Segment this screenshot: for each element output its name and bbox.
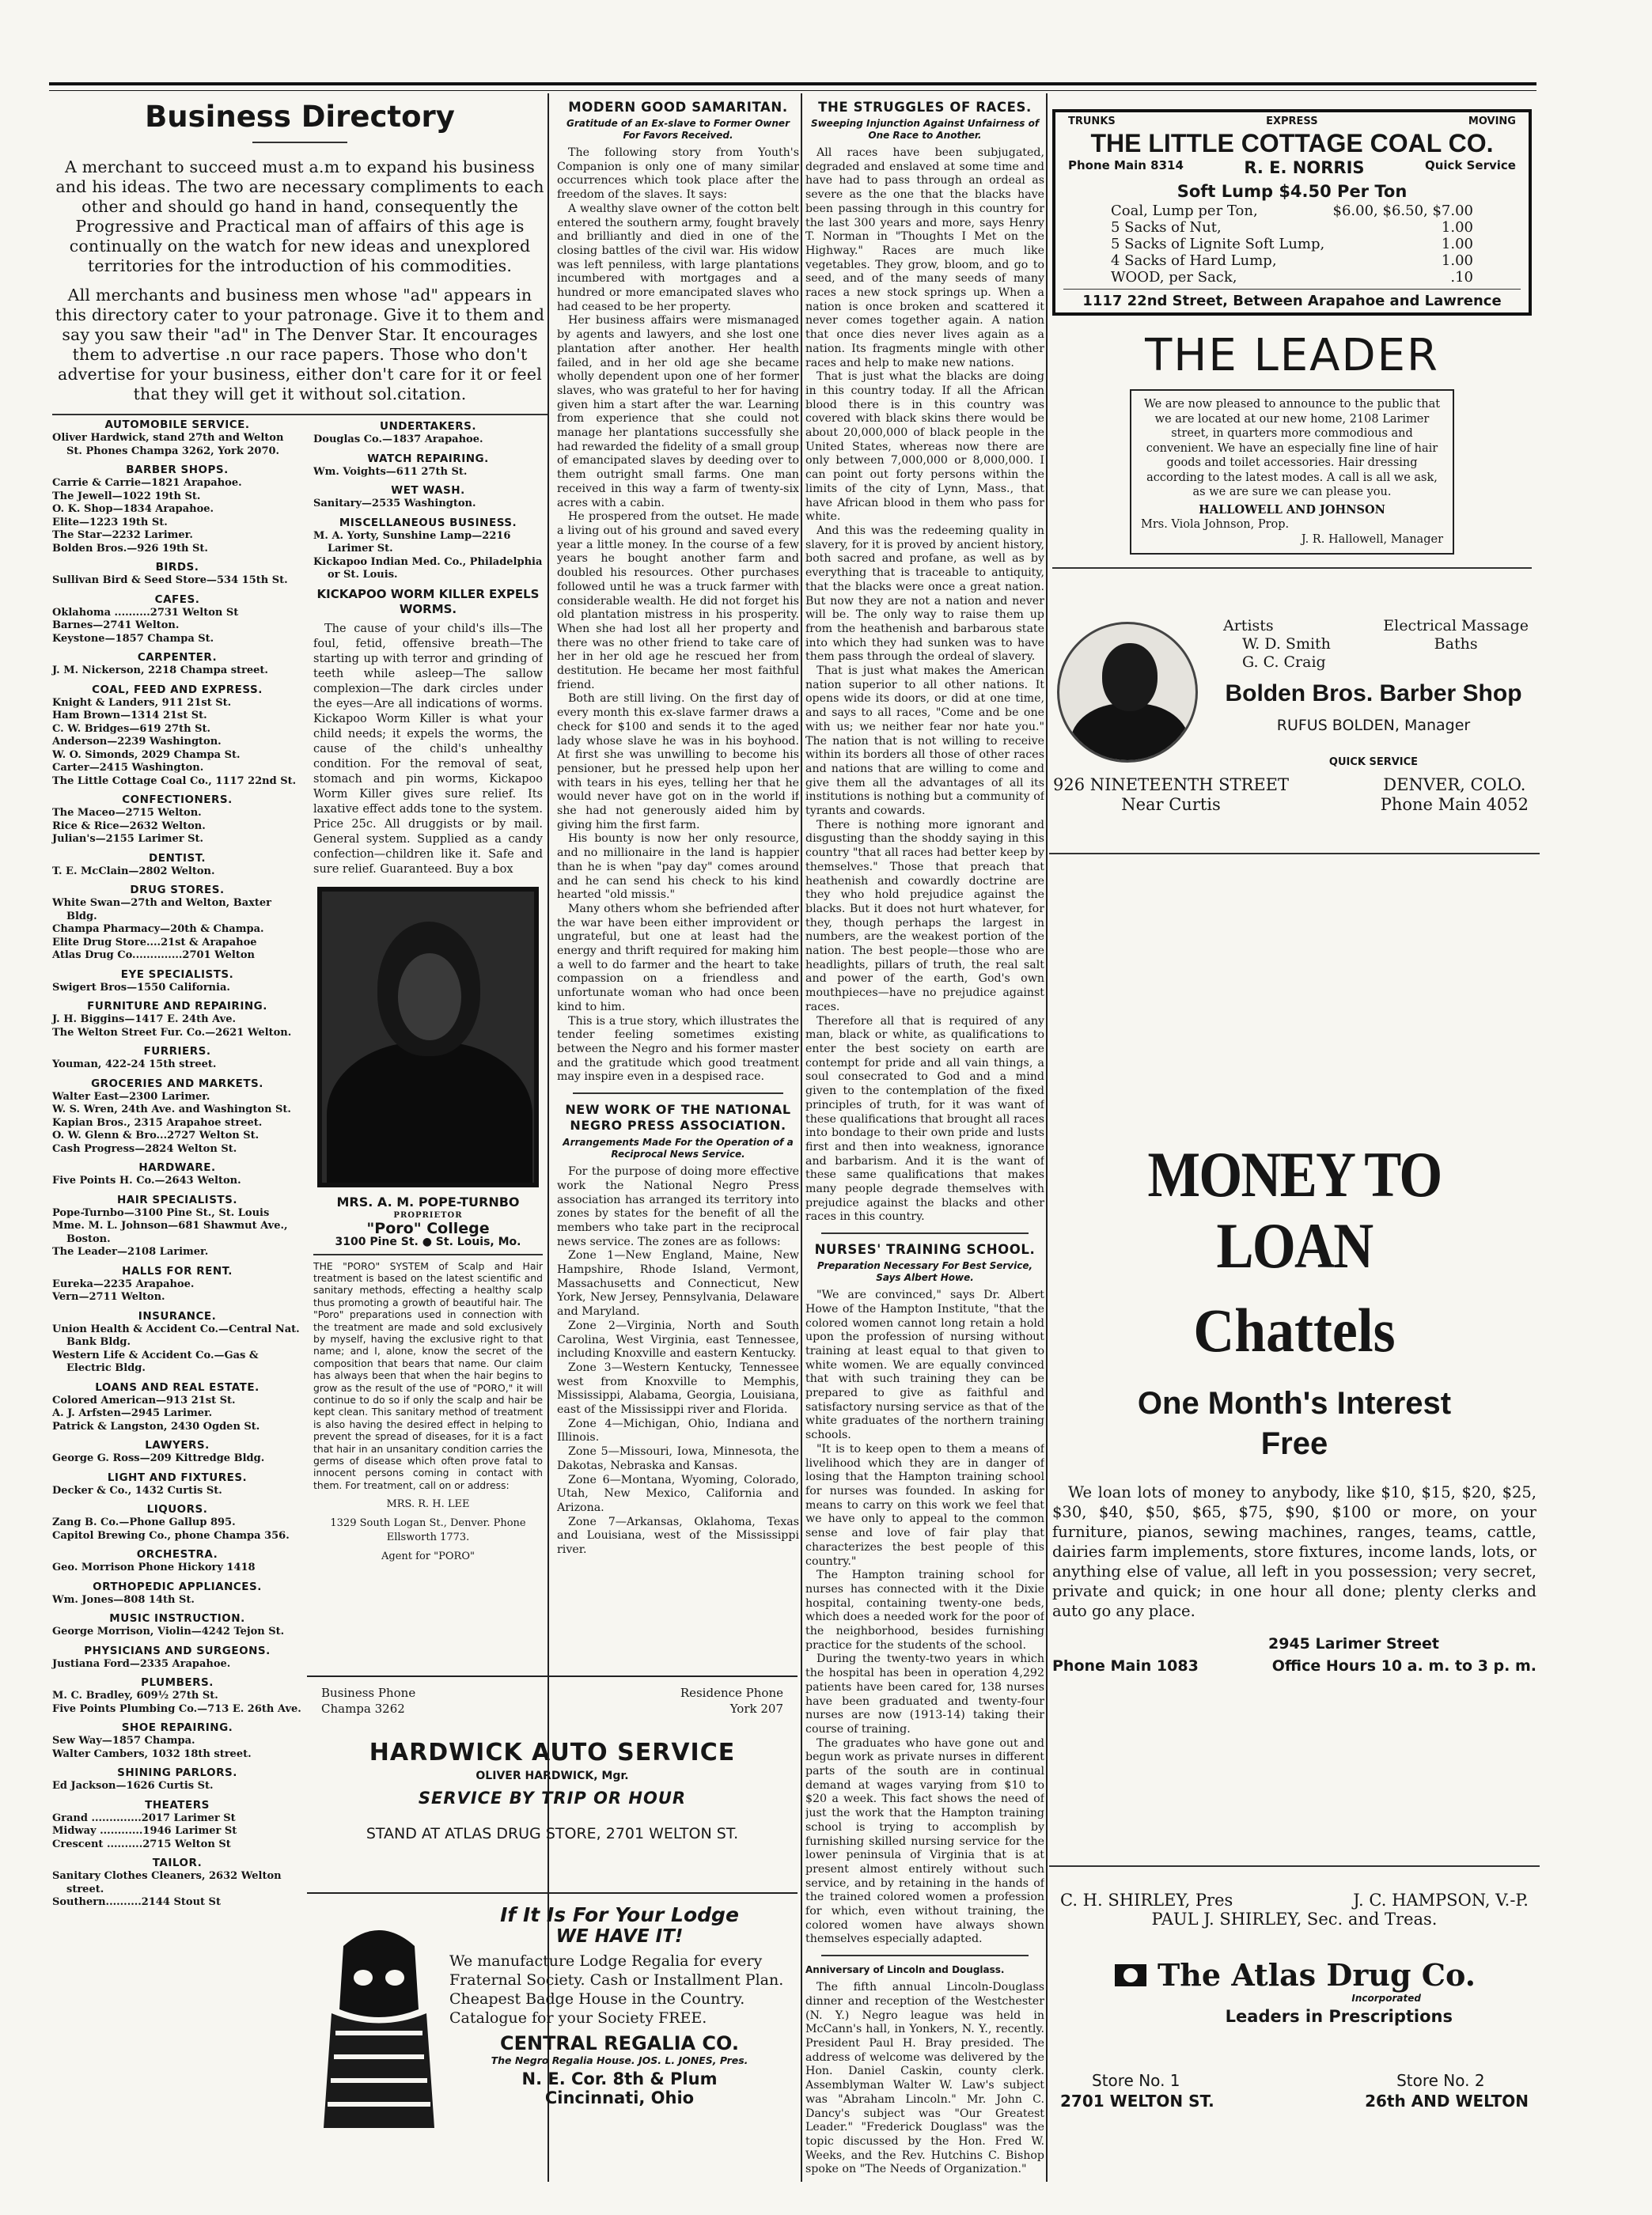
directory-entry: Ed Jackson—1626 Curtis St. bbox=[52, 1780, 214, 1792]
money-loan-ad bbox=[1052, 1139, 1536, 1675]
article-paragraph: That is just what the blacks are doing in this country today. If all the African blood there is in this country was covered with black skins there would be about 20,000,000 of black people in the United States, whereas now there are only between 7,000,000 or 8,000,000. I can point out forty persons within the limits of the city of Lynn, Mass., that have African blood in them who pass for white. bbox=[805, 370, 1044, 524]
article-paragraph: The graduates who have gone out and begun work as private nurses in different parts of the south are in continual demand at wages varying from $10 to $20 a week. This fact shows the need of just the work that the Hampton training school is trying to accomplish by furnishing skilled nursing service for the lower peninsula of Virginia that is at present almost entirely without such service, and by retaining in the hands of the trained colored women a profession for which, even without training, the colored women have always shown themselves especially adapted. bbox=[805, 1736, 1044, 1946]
poro-body: THE "PORO" SYSTEM of Scalp and Hair treatment is based on the latest scientific and sanitary methods, effecting a healthy scalp thus promoting a growth of beautiful hair. The "Poro" preparations used in connection with the treatment are made and sold exclusively by myself, having the exclusive right to that name; and I, alone, know the secret of the composition that bears that name. Our claim has always been that when the hair begins to grow as the result of the use of "PORO," it will continue to do so if only the scalp and hair be kept clean. This sanitary method of treatment is also having the desired effect in helping to prevent the spread of diseases, for it is a fact that hair in an unsanitary condition carries the germs of disease which often prove fatal to innocent persons coming in contact with them. For treatment, call on or address: bbox=[313, 1259, 543, 1491]
directory-category: ORTHOPEDIC APPLIANCES. bbox=[93, 1580, 262, 1593]
atlas-globe-icon bbox=[1113, 1961, 1151, 1990]
article-paragraph: The following story from Youth's Companion is only one of many similar occurrences which took place after the freedom of the slaves. It says: bbox=[557, 146, 799, 202]
directory-entry: Sullivan Bird & Seed Store—534 15th St. bbox=[52, 574, 288, 586]
atlas-stores bbox=[1049, 2070, 1540, 2111]
coal-item-label: 4 Sacks of Hard Lump, bbox=[1111, 252, 1277, 269]
coal-quick: Quick Service bbox=[1424, 158, 1516, 172]
article-paragraph: "We are convinced," says Dr. Albert Howe of the Hampton Institute, "that the colored women cannot long retain a hold upon the profession of nursing without training at least equal to that given to white women. We are equally convinced that with such training they can be prepared to give as faithful and satisfactory nursing service as that of the white graduates of the northern training schools. bbox=[805, 1289, 1044, 1442]
directory-category: WATCH REPAIRING. bbox=[367, 452, 489, 465]
directory-entry: Justiana Ford—2335 Arapahoe. bbox=[52, 1657, 231, 1670]
directory-entry: Ham Brown—1314 21st St. bbox=[52, 710, 207, 721]
poro-address: 3100 Pine St. ● St. Louis, Mo. bbox=[335, 1235, 521, 1248]
directory-entry: The Star—2232 Larimer. bbox=[52, 529, 193, 541]
article-paragraph: Zone 5—Missouri, Iowa, Minnesota, the Dakotas, Nebraska and Kansas. bbox=[557, 1445, 799, 1472]
directory-category: WET WASH. bbox=[391, 484, 465, 497]
directory-entry: Southern..........2144 Stout St bbox=[52, 1896, 221, 1908]
directory-entry: M. C. Bradley, 609½ 27th St. bbox=[52, 1690, 218, 1702]
directory-entry: Pope-Turnbo—3100 Pine St., St. Louis bbox=[52, 1206, 270, 1219]
directory-entry: White Swan—27th and Welton, Baxter Bldg. bbox=[52, 897, 272, 922]
directory-entry: Rice & Rice—2632 Welton. bbox=[52, 820, 206, 832]
coal-express: EXPRESS bbox=[1266, 115, 1318, 127]
atlas-name-row bbox=[1049, 1957, 1540, 1993]
divider bbox=[821, 1232, 1029, 1234]
directory-entry: Sew Way—1857 Champa. bbox=[52, 1735, 195, 1747]
atlas-drug-ad bbox=[1049, 1883, 1540, 2144]
coal-price-row bbox=[1111, 219, 1473, 236]
directory-category: LIGHT AND FIXTURES. bbox=[107, 1471, 248, 1484]
directory-category: FURRIERS. bbox=[143, 1045, 211, 1058]
directory-entry: The Jewell—1022 19th St. bbox=[52, 490, 201, 502]
coal-item-label: 5 Sacks of Nut, bbox=[1111, 219, 1222, 236]
lincoln-body: The fifth annual Lincoln-Douglass dinner and reception of the Westchester (N. Y.) Negro league was held in McCann's hall, in Yonkers, N. Y., recently. President Paul H. Bray presided. The address of welcome was delivered by the Hon. Daniel Caskin, county clerk. Assemblyman Walter W. Law's subject was "Abraham Lincoln." Mr. John C. Dancy's subject was "Our Greatest Leader." "Frederick Douglass" was the topic discussed by the Hon. Fred W. Weeks, and the Rev. Hutchins C. Bishop spoke on "The Needs of Organization." bbox=[805, 1981, 1044, 2176]
directory-category: COAL, FEED AND EXPRESS. bbox=[92, 683, 263, 696]
agent-address: 1329 South Logan St., Denver. Phone Ellsworth 1773. bbox=[330, 1517, 526, 1544]
atlas-name: The Atlas Drug Co. bbox=[1158, 1957, 1476, 1993]
directory-entry: The Maceo—2715 Welton. bbox=[52, 807, 202, 819]
article-paragraph: Many others whom she befriended after the war have been either improvident or ungrateful, but one at least had the energy and thrift required for making him a well to do farmer and the heart to take compassion on a friendless and unfortunate woman who had once been kind to him. bbox=[557, 902, 799, 1013]
directory-entry: W. S. Wren, 24th Ave. and Washington St. bbox=[52, 1104, 291, 1115]
store-address: 26th AND WELTON bbox=[1365, 2092, 1529, 2111]
bolden-name: Bolden Bros. Barber Shop bbox=[1225, 680, 1522, 706]
article-paragraph: The Hampton training school for nurses has connected with it the Dixie hospital, containing twenty-one beds, which does a needed work for the poor of the neighborhood, besides furnishing practice for the students of the school. bbox=[805, 1569, 1044, 1652]
directory-category: UNDERTAKERS. bbox=[379, 420, 476, 433]
loan-free: Free bbox=[1260, 1426, 1328, 1461]
top-rule bbox=[49, 82, 1536, 85]
directory-category: BIRDS. bbox=[155, 561, 199, 574]
store-address: 2701 WELTON ST. bbox=[1060, 2092, 1214, 2111]
directory-category: FURNITURE AND REPAIRING. bbox=[87, 1000, 267, 1013]
bolden-city-block bbox=[1381, 775, 1529, 815]
coal-services bbox=[1063, 115, 1521, 127]
directory-entry: Union Health & Accident Co.—Central Nat. Bank Bldg. bbox=[52, 1323, 300, 1348]
coal-item-label: Coal, Lump per Ton, bbox=[1111, 203, 1258, 219]
coal-owner: R. E. NORRIS bbox=[1244, 158, 1365, 177]
directory-category: GROCERIES AND MARKETS. bbox=[91, 1077, 263, 1090]
atlas-leaders: Leaders in Prescriptions bbox=[1225, 2007, 1453, 2026]
directory-entry: Grand ..............2017 Larimer St bbox=[52, 1812, 236, 1824]
article-paragraph: There is nothing more ignorant and disgusting than the shoddy saying in this country "that all races had better keep by themselves." Those that preach that heathenish and cowardly doctrine are they who hold prejudice against the blacks. But it does not hurt whatever, for they, though perhaps the largest in numbers, are the weakest portion of the nation. The best people—those who are headlights, pillars of truth, the real salt and power of the earth, God's own mouthpieces—have no prejudice against races. bbox=[805, 818, 1044, 1013]
artists-label: Artists bbox=[1223, 617, 1274, 634]
bolden-street-block bbox=[1052, 775, 1290, 815]
directory-category: CAFES. bbox=[154, 593, 200, 606]
store-number: Store No. 1 bbox=[1092, 2071, 1180, 2090]
leader-ad bbox=[1130, 389, 1454, 555]
portrait-shoulders bbox=[327, 1042, 532, 1187]
directory-category: AUTOMOBILE SERVICE. bbox=[104, 418, 250, 431]
directory-entry: W. O. Simonds, 2029 Champa St. bbox=[52, 748, 241, 761]
loan-phone: Phone Main 1083 bbox=[1052, 1657, 1199, 1675]
coal-price-row bbox=[1111, 269, 1473, 286]
coal-price-list bbox=[1063, 201, 1521, 289]
residence-phone: York 207 bbox=[729, 1702, 783, 1716]
bolden-street: 926 NINETEENTH STREET bbox=[1052, 775, 1290, 794]
leader-title: THE LEADER bbox=[1145, 330, 1439, 381]
leader-proprietors: HALLOWELL AND JOHNSON bbox=[1199, 502, 1385, 517]
directory-entry: Barnes—2741 Welton. bbox=[52, 619, 180, 631]
business-phone-label: Business Phone bbox=[321, 1686, 416, 1700]
directory-entry: Wm. Jones—808 14th St. bbox=[52, 1593, 195, 1606]
directory-entry: Wm. Voights—611 27th St. bbox=[313, 465, 468, 478]
massage-label: Electrical Massage bbox=[1383, 617, 1529, 634]
poro-college: "Poro" College bbox=[366, 1219, 490, 1237]
coal-item-label: WOOD, per Sack, bbox=[1111, 269, 1237, 286]
loan-body: We loan lots of money to anybody, like $10, $15, $20, $25, $30, $40, $50, $65, $75, $90, $100 or more, on your furniture, pianos, sewing machines, ranges, teams, cattle, dairies farm implements, store fixtures, income lands, lots, or anything else of value, all left in you possession; very secret, private and quick; in one hour all done; plenty clerks and auto go any place. bbox=[1052, 1483, 1536, 1620]
coal-item-price: 1.00 bbox=[1441, 219, 1473, 236]
directory-entry: Eureka—2235 Arapahoe. bbox=[52, 1278, 195, 1290]
business-directory-header bbox=[52, 93, 548, 423]
baths-label: Baths bbox=[1434, 635, 1478, 653]
residence-phone-block bbox=[680, 1685, 783, 1717]
directory-entry: Julian's—2155 Larimer St. bbox=[52, 833, 204, 845]
directory-entry: J. M. Nickerson, 2218 Champa street. bbox=[52, 664, 268, 676]
bolden-quick: QUICK SERVICE bbox=[1328, 756, 1419, 768]
agent-name: MRS. R. H. LEE bbox=[386, 1498, 470, 1511]
article-paragraph: Zone 1—New England, Maine, New Hampshire, Rhode Island, Vermont, Massachusetts and Connecticut, New York, New Jersey, Pennsylvania, Delaware and Maryland. bbox=[557, 1249, 799, 1319]
lodge-mask-icon bbox=[320, 1914, 438, 2144]
divider bbox=[1052, 567, 1532, 569]
article-paragraph: A wealthy slave owner of the cotton belt entered the southern army, fought bravely and brilliantly and died in one of the closing battles of the civil war. His widow was left penniless, with large plantations incumbered with mortgages and a hundred or more emancipated slaves who had ceased to be her property. bbox=[557, 202, 799, 313]
portrait-head bbox=[1102, 643, 1158, 711]
coal-item-price: 1.00 bbox=[1441, 236, 1473, 252]
article-paragraph: Both are still living. On the first day of every month this ex-slave farmer draws a check for $100 and sends it to the aged lady whose slave he was in his boyhood. At first she was unwilling to become his pensioner, but he pressed help upon her with tears in his eyes, telling her that he would never have got on in the world if she had not generously aided him by giving him the first farm. bbox=[557, 692, 799, 831]
directory-entry: Patrick & Langston, 2430 Ogden St. bbox=[52, 1420, 260, 1433]
artist-name: W. D. Smith bbox=[1242, 635, 1331, 653]
business-phone-block bbox=[321, 1685, 415, 1717]
residence-phone-label: Residence Phone bbox=[680, 1686, 783, 1700]
directory-category: MUSIC INSTRUCTION. bbox=[109, 1612, 245, 1625]
directory-entry: George Morrison, Violin—4242 Tejon St. bbox=[52, 1626, 285, 1638]
directory-entry: C. W. Bridges—619 27th St. bbox=[52, 722, 210, 735]
directory-entry: Walter East—2300 Larimer. bbox=[52, 1090, 210, 1103]
poro-ad bbox=[313, 1195, 543, 1249]
coal-ad bbox=[1052, 109, 1532, 316]
directory-entry: Champa Pharmacy—20th & Champa. bbox=[52, 923, 264, 935]
directory-entry: Five Points H. Co.—2643 Welton. bbox=[52, 1175, 241, 1187]
bolden-artists bbox=[1223, 617, 1331, 672]
article-paragraph: And this was the redeeming quality in slavery, for it is proved by ancient history, both sacred and profane, as well as by everything that is traceable to antiquity, that the blacks were once a great nation. But now they are not a nation and never will be. The only way to raise them up from the heathenish and barbarous state into which they had sunken was to have them pass through the ordeal of slavery. bbox=[805, 524, 1044, 664]
regalia-line1: If It Is For Your Lodge bbox=[500, 1903, 739, 1926]
directory-entry: Bolden Bros.—926 19th St. bbox=[52, 542, 208, 555]
directory-entry: Swigert Bros—1550 California. bbox=[52, 981, 230, 994]
races-title: THE STRUGGLES OF RACES. bbox=[818, 100, 1032, 115]
bolden-manager: RUFUS BOLDEN, Manager bbox=[1276, 717, 1471, 734]
regalia-ad bbox=[307, 1897, 798, 2158]
store-number: Store No. 2 bbox=[1396, 2071, 1485, 2090]
samaritan-column bbox=[557, 95, 799, 1558]
directory-entry: Mme. M. L. Johnson—681 Shawmut Ave., Boston. bbox=[52, 1220, 288, 1245]
press-subtitle: Arrangements Made For the Operation of a Reciprocal News Service. bbox=[563, 1137, 794, 1161]
bolden-near: Near Curtis bbox=[1121, 795, 1221, 814]
coal-item-label: 5 Sacks of Lignite Soft Lump, bbox=[1111, 236, 1325, 252]
bolden-massage bbox=[1383, 617, 1529, 653]
coal-contact bbox=[1063, 158, 1521, 177]
atlas-vp: J. C. HAMPSON, V.-P. bbox=[1353, 1891, 1529, 1910]
directory-entry: T. E. McClain—2802 Welton. bbox=[52, 865, 215, 877]
intro-paragraph: A merchant to succeed must a.m to expand his business and his ideas. The two are necessary compliments to each other and should go hand in hand, consequently the Progressive and Practical man of affairs of this age is continually on the watch for new ideas and unexplored territories for the introduction of his commodities. bbox=[55, 157, 544, 275]
hardwick-auto-ad bbox=[307, 1675, 798, 1894]
regalia-city: Cincinnati, Ohio bbox=[544, 2088, 695, 2107]
directory-entry: A. J. Arfsten—2945 Larimer. bbox=[52, 1407, 213, 1419]
nurses-body bbox=[805, 1289, 1044, 1947]
directory-entry: Anderson—2239 Washington. bbox=[52, 736, 222, 748]
atlas-store-1 bbox=[1060, 2070, 1214, 2111]
loan-footer bbox=[1052, 1657, 1536, 1675]
directory-entry: Walter Cambers, 1032 18th street. bbox=[52, 1747, 252, 1760]
directory-category: CARPENTER. bbox=[137, 651, 218, 664]
directory-entry: Keystone—1857 Champa St. bbox=[52, 632, 214, 645]
divider bbox=[573, 1092, 783, 1094]
article-paragraph: That is just what makes the American nation superior to all other nations. It opens wide its doors, or did at one time, and says to all races, "Come and be one with us; we neither fear nor hate you." The nation that is not willing to receive within its borders all those of other races and nations that are willing to come and give them all the advantages of all its institutions is nothing but a community of tyrants and cowards. bbox=[805, 664, 1044, 818]
regalia-house: The Negro Regalia House. JOS. L. JONES, Pres. bbox=[491, 2054, 748, 2066]
directory-entry: Colored American—913 21st St. bbox=[52, 1394, 236, 1407]
directory-category: HAIR SPECIALISTS. bbox=[117, 1193, 237, 1206]
directory-category: CONFECTIONERS. bbox=[122, 793, 233, 806]
directory-entry: O. W. Glenn & Bro...2727 Welton St. bbox=[52, 1130, 260, 1142]
directory-entry: Douglas Co.—1837 Arapahoe. bbox=[313, 434, 483, 445]
portrait-body bbox=[1070, 703, 1189, 763]
directory-category: THEATERS bbox=[145, 1798, 210, 1812]
directory-category: LAWYERS. bbox=[145, 1439, 210, 1452]
coal-phone: Phone Main 8314 bbox=[1068, 158, 1184, 172]
poro-portrait-photo bbox=[317, 887, 539, 1187]
directory-category: TAILOR. bbox=[152, 1857, 203, 1869]
directory-entry: Decker & Co., 1432 Curtis St. bbox=[52, 1484, 222, 1497]
coal-trunks: TRUNKS bbox=[1068, 115, 1116, 127]
directory-entry: George G. Ross—209 Kittredge Bldg. bbox=[52, 1452, 265, 1464]
directory-listing-right bbox=[313, 415, 543, 1564]
poro-agent bbox=[313, 1497, 543, 1564]
directory-category: SHINING PARLORS. bbox=[117, 1766, 237, 1779]
atlas-inc: Incorporated bbox=[1351, 1993, 1421, 2004]
samaritan-subtitle: Gratitude of an Ex-slave to Former Owner For Favors Received. bbox=[566, 118, 790, 141]
directory-entry: M. A. Yorty, Sunshine Lamp—2216 Larimer St. bbox=[313, 529, 511, 555]
directory-entry: Carter—2415 Washington. bbox=[52, 762, 204, 774]
directory-entry: Sanitary Clothes Cleaners, 2632 Welton street. bbox=[52, 1870, 282, 1895]
divider bbox=[1049, 1865, 1540, 1867]
directory-entry: Capitol Brewing Co., phone Champa 356. bbox=[52, 1529, 290, 1542]
regalia-text bbox=[449, 1903, 790, 2107]
directory-entry: Cash Progress—2824 Welton St. bbox=[52, 1142, 237, 1155]
atlas-sec: PAUL J. SHIRLEY, Sec. and Treas. bbox=[1151, 1910, 1438, 1929]
samaritan-title: MODERN GOOD SAMARITAN. bbox=[568, 100, 788, 115]
directory-entry: The Leader—2108 Larimer. bbox=[52, 1246, 209, 1258]
lincoln-title: Anniversary of Lincoln and Douglass. bbox=[805, 1964, 1005, 1976]
directory-category: PLUMBERS. bbox=[141, 1676, 214, 1689]
directory-category: DENTIST. bbox=[149, 851, 206, 865]
directory-entry: Knight & Landers, 911 21st St. bbox=[52, 696, 232, 709]
kickapoo-heading: KICKAPOO WORM KILLER EXPELS WORMS. bbox=[316, 586, 540, 616]
directory-category: INSURANCE. bbox=[138, 1309, 217, 1323]
directory-category: LOANS AND REAL ESTATE. bbox=[95, 1380, 260, 1394]
directory-entry: Vern—2711 Welton. bbox=[52, 1291, 165, 1303]
atlas-pres: C. H. SHIRLEY, Pres bbox=[1060, 1891, 1233, 1910]
atlas-officers bbox=[1049, 1883, 1540, 1910]
business-phone: Champa 3262 bbox=[321, 1702, 405, 1716]
article-paragraph: His bounty is now her only resource, and no millionaire in the land is happier than he is when "pay day" comes around and he can send his check to his kind hearted "old missis." bbox=[557, 832, 799, 902]
directory-title: Business Directory bbox=[145, 100, 455, 134]
directory-entry: Midway ............1946 Larimer St bbox=[52, 1825, 237, 1837]
ads-column bbox=[1052, 100, 1532, 569]
hardwick-stand: STAND AT ATLAS DRUG STORE, 2701 WELTON ST. bbox=[366, 1825, 739, 1842]
directory-entry: Western Life & Accident Co.—Gas & Electric Bldg. bbox=[52, 1349, 259, 1374]
bolden-phone: Phone Main 4052 bbox=[1380, 795, 1529, 814]
coal-price-row bbox=[1111, 236, 1473, 252]
directory-entry: Kapian Bros., 2315 Arapahoe street. bbox=[52, 1116, 263, 1129]
column-rule bbox=[801, 93, 802, 2182]
directory-category: DRUG STORES. bbox=[130, 884, 225, 896]
directory-entry: Sanitary—2535 Washington. bbox=[313, 498, 476, 509]
directory-entry: Kickapoo Indian Med. Co., Philadelphia or St. Louis. bbox=[313, 555, 543, 581]
coal-name: THE LITTLE COTTAGE COAL CO. bbox=[1090, 129, 1494, 157]
title-rule bbox=[252, 142, 347, 143]
coal-price-row bbox=[1111, 252, 1473, 269]
article-paragraph: Zone 6—Montana, Wyoming, Colorado, Utah, New Mexico, California and Arizona. bbox=[557, 1473, 799, 1514]
poro-proprietor: PROPRIETOR bbox=[393, 1210, 463, 1220]
directory-right-sections bbox=[313, 420, 543, 582]
regalia-line2: WE HAVE IT! bbox=[555, 1926, 684, 1947]
regalia-corner: N. E. Cor. 8th & Plum bbox=[521, 2069, 718, 2088]
divider bbox=[313, 1254, 543, 1255]
directory-entry: Five Points Plumbing Co.—713 E. 26th Ave. bbox=[52, 1702, 301, 1715]
article-paragraph: Zone 2—Virginia, North and South Carolina, West Virginia, east Tennessee, including Knoxville and eastern Kentucky. bbox=[557, 1319, 799, 1361]
directory-entry: Zang B. Co.—Phone Gallup 895. bbox=[52, 1516, 236, 1528]
article-paragraph: Zone 3—Western Kentucky, Tennessee west from Knoxville to Memphis, Mississippi, Alabama, Georgia, Louisiana, east of the Mississippi river and Florida. bbox=[557, 1361, 799, 1417]
poro-name: MRS. A. M. POPE-TURNBO bbox=[336, 1194, 520, 1210]
directory-intro bbox=[52, 157, 548, 404]
directory-entry: O. K. Shop—1834 Arapahoe. bbox=[52, 503, 214, 515]
top-rule-thin bbox=[49, 90, 1536, 91]
kickapoo-ad bbox=[313, 587, 543, 877]
directory-entry: Atlas Drug Co..............2701 Welton bbox=[52, 949, 255, 961]
directory-category: LIQUORS. bbox=[146, 1503, 208, 1516]
nurses-title: NURSES' TRAINING SCHOOL. bbox=[814, 1242, 1036, 1258]
directory-entry: Carrie & Carrie—1821 Arapahoe. bbox=[52, 477, 242, 489]
directory-category: ORCHESTRA. bbox=[136, 1548, 218, 1561]
directory-entry: Elite Drug Store....21st & Arapahoe bbox=[52, 936, 257, 948]
coal-item-price: 1.00 bbox=[1441, 252, 1473, 269]
directory-category: PHYSICIANS AND SURGEONS. bbox=[84, 1644, 271, 1657]
article-paragraph: During the twenty-two years in which the hospital has been in operation 4,292 patients have been cared for, 138 nurses have been graduated and twenty-four nurses are now (1913-14) taking their course of training. bbox=[805, 1653, 1044, 1736]
atlas-store-2 bbox=[1365, 2070, 1529, 2111]
coal-price-row bbox=[1111, 203, 1473, 219]
coal-item-price: $6.00, $6.50, $7.00 bbox=[1332, 203, 1473, 219]
directory-entry: Youman, 422-24 15th street. bbox=[52, 1058, 217, 1070]
races-body bbox=[805, 146, 1044, 1225]
loan-street: 2945 Larimer Street bbox=[1268, 1635, 1439, 1653]
directory-entry: Oklahoma ..........2731 Welton St bbox=[52, 606, 239, 619]
leader-manager: J. R. Hallowell, Manager bbox=[1301, 532, 1443, 546]
loan-interest: One Month's Interest bbox=[1137, 1386, 1452, 1421]
regalia-name: CENTRAL REGALIA CO. bbox=[499, 2032, 740, 2054]
samaritan-body bbox=[557, 146, 799, 1085]
article-paragraph: He prospered from the outset. He made a living out of his ground and saved every year a little money. In the course of a few years he bought another farm and doubled his resources. Other purchases followed until he was a truck farmer with considerable wealth. He did not forget his old plantation mistress in his prosperity. When she had lost all her property and there was no other friend to take care of her in her old age he rescued her from destitution. He became her most faithful friend. bbox=[557, 510, 799, 691]
hardwick-manager: OLIVER HARDWICK, Mgr. bbox=[476, 1770, 629, 1782]
coal-moving: MOVING bbox=[1468, 115, 1516, 127]
agent-for: Agent for "PORO" bbox=[381, 1550, 475, 1563]
hardwick-phones bbox=[307, 1677, 798, 1717]
article-paragraph: Her business affairs were mismanaged by agents and lawyers, and she lost one plantation after another. Her health failed, and in her old age she became wholly dependent upon one of her former slaves, who was grateful to her for having given him a start after the war. Learning from experience that she could not manage her plantations successfully she had rewarded the fidelity of a small group of emancipated slaves by deeding over to them outright small farms. One man received in this way a farm of twenty-six acres with a cabin. bbox=[557, 314, 799, 509]
article-paragraph: This is a true story, which illustrates the tender feeling sometimes existing between the Negro and his former master and the gratitude which good treatment may inspire even in a despised race. bbox=[557, 1014, 799, 1084]
article-paragraph: For the purpose of doing more effective work the National Negro Press association has arranged its territory into zones by states for the benefit of all the members who take part in the reciprocal news service. The zones are as follows: bbox=[557, 1165, 799, 1248]
kickapoo-body: The cause of your child's ills—The foul, fetid, offensive breath—The starting up with terror and grinding of teeth while asleep—The sallow complexion—The dark circles under the eyes—Are all indications of worms. Kickapoo Worm Killer is what your child needs; it expels the worms, the cause of the child's unhealthy condition. For the removal of seat, stomach and pin worms, Kickapoo Worm Killer gives sure relief. Its laxative effect adds tone to the system. Price 25c. All druggists or by mail. General system. Supplied as a candy confection—children like it. Safe and sure relief. Guaranteed. Buy a box bbox=[313, 622, 543, 876]
directory-entry: Geo. Morrison Phone Hickory 1418 bbox=[52, 1562, 256, 1573]
article-paragraph: "It is to keep open to them a means of livelihood which they are in danger of losing that the Hampton training school for nurses was founded. In asking for means to carry on this work we feel that we have only to appeal to the common sense and love of fair play that characterizes the best people of this country." bbox=[805, 1442, 1044, 1568]
directory-category: SHOE REPAIRING. bbox=[121, 1721, 233, 1734]
leader-prop: Mrs. Viola Johnson, Prop. bbox=[1141, 518, 1290, 531]
hardwick-title: HARDWICK AUTO SERVICE bbox=[369, 1739, 736, 1766]
article-paragraph: All races have been subjugated, degraded and enslaved at some time and have had to pass through an ordeal as severe as the one that the blacks have been passing through in this country for the last 300 years and more, says Henry T. Norman in "Thoughts I Met on the Highway." Races are much like vegetables. They grow, bloom, and go to seed, and of the many seeds of many races a new stock springs up. When a nation is once broken and scattered it never comes together again. A nation that once dies never lives again as a nation. Its fragments mingle with other races and help to make new nations. bbox=[805, 146, 1044, 369]
directory-category: HALLS FOR RENT. bbox=[122, 1264, 233, 1278]
directory-entry: Oliver Hardwick, stand 27th and Welton St. Phones Champa 3262, York 2070. bbox=[52, 432, 284, 457]
leader-body: We are now pleased to announce to the public that we are located at our new home, 2108 Larimer street, in quarters more commodious and convenient. We have an especially fine line of hair goods and toilet accessories. Hair dressing according to the latest modes. A call is all we ask, as we are sure we can please you. bbox=[1143, 398, 1441, 498]
bolden-city: DENVER, COLO. bbox=[1383, 775, 1526, 794]
directory-entry: J. H. Biggins—1417 E. 24th Ave. bbox=[52, 1013, 236, 1025]
press-body bbox=[557, 1165, 799, 1558]
divider bbox=[821, 1955, 1029, 1956]
races-subtitle: Sweeping Injunction Against Unfairness of One Race to Another. bbox=[810, 118, 1040, 141]
press-title: NEW WORK OF THE NATIONAL NEGRO PRESS ASSOCIATION. bbox=[565, 1102, 791, 1134]
coal-soft-lump: Soft Lump $4.50 Per Ton bbox=[1176, 182, 1408, 201]
column-rule bbox=[1046, 93, 1048, 2182]
artist-name: G. C. Craig bbox=[1242, 653, 1326, 671]
portrait-face bbox=[398, 953, 461, 1040]
races-column bbox=[805, 95, 1044, 2177]
divider bbox=[1049, 853, 1540, 854]
directory-entry: The Welton Street Fur. Co.—2621 Welton. bbox=[52, 1026, 292, 1039]
directory-category: EYE SPECIALISTS. bbox=[120, 967, 234, 981]
barber-portrait-photo bbox=[1057, 622, 1198, 763]
directory-entry: The Little Cottage Coal Co., 1117 22nd St. bbox=[52, 774, 297, 787]
nurses-subtitle: Preparation Necessary For Best Service, Says Albert Howe. bbox=[817, 1260, 1033, 1284]
directory-category: BARBER SHOPS. bbox=[126, 464, 229, 476]
article-paragraph: Therefore all that is required of any man, black or white, as qualifications to enter the best society on earth are contempt for pride and all vain things, a soul consecrated to God and a mind given to the contemplation of the fixed principles of truth, for it was want of these qualifications that brought all races into bondage to their own pride and lusts first and then into weakness, ignorance and barbarism. And it is the want of these same qualifications that makes many people degrade themselves with prejudice against the blacks and other races in this country. bbox=[805, 1014, 1044, 1224]
intro-paragraph: All merchants and business men whose "ad" appears in this directory cater to your patronage. Give it to them and say you saw their "ad" in The Denver Star. It encourages them to advertise .n our race papers. Those who don't advertise for your business, either don't care for it or feel that they will get it without sol.citation. bbox=[55, 286, 545, 403]
loan-chattels: Chattels bbox=[1193, 1296, 1396, 1365]
article-paragraph: Zone 7—Arkansas, Oklahoma, Texas and Louisiana, west of the Mississippi river. bbox=[557, 1515, 799, 1557]
directory-category: MISCELLANEOUS BUSINESS. bbox=[339, 516, 517, 529]
directory-listing-left bbox=[52, 413, 302, 1910]
regalia-body: We manufacture Lodge Regalia for every Fraternal Society. Cash or Installment Plan. Cheapest Badge House in the Country. Catalogue for your Society FREE. bbox=[449, 1952, 784, 2027]
bolden-barber-ad bbox=[1049, 585, 1540, 870]
article-paragraph: Zone 4—Michigan, Ohio, Indiana and Illinois. bbox=[557, 1417, 799, 1444]
loan-hours: Office Hours 10 a. m. to 3 p. m. bbox=[1271, 1657, 1536, 1675]
coal-address: 1117 22nd Street, Between Arapahoe and Lawrence bbox=[1063, 289, 1521, 309]
directory-category: HARDWARE. bbox=[138, 1161, 216, 1174]
loan-title: MONEY TO LOAN bbox=[1147, 1138, 1442, 1282]
coal-item-price: .10 bbox=[1450, 269, 1473, 286]
directory-entry: Elite—1223 19th St. bbox=[52, 516, 168, 528]
directory-entry: Crescent ..........2715 Welton St bbox=[52, 1838, 231, 1850]
hardwick-service: SERVICE BY TRIP OR HOUR bbox=[418, 1789, 687, 1808]
